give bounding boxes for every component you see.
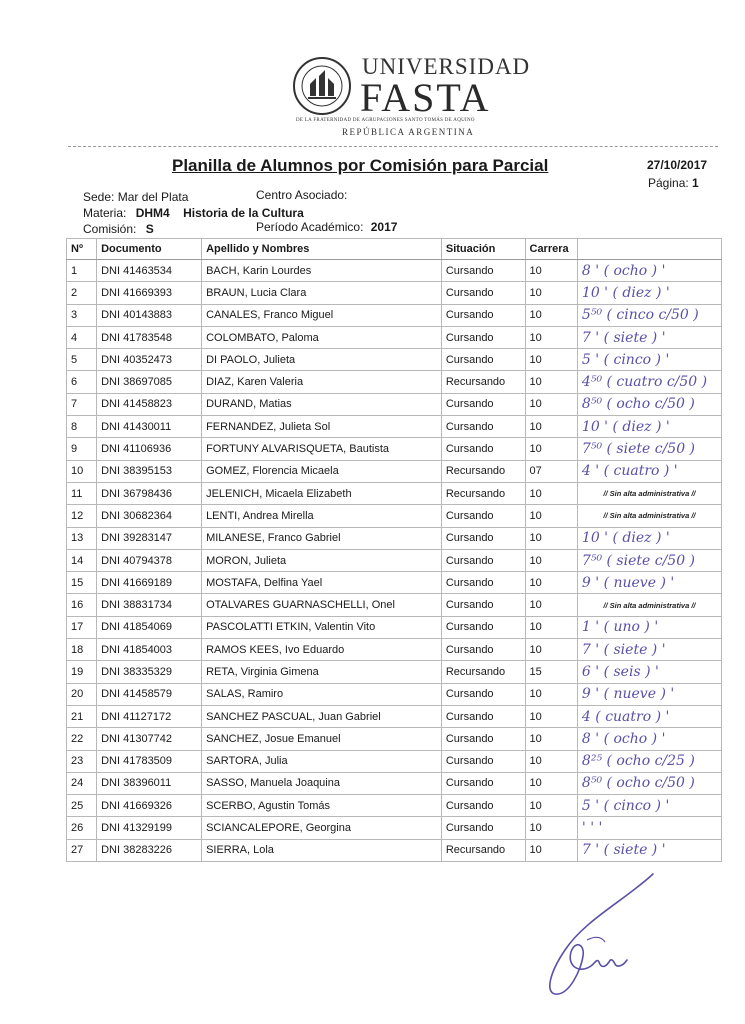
- row-nota: ' ' ': [577, 817, 721, 839]
- materia-name: Historia de la Cultura: [183, 206, 304, 220]
- row-carrera: 15: [525, 661, 577, 683]
- row-documento: DNI 30682364: [97, 505, 202, 527]
- row-carrera: 10: [525, 705, 577, 727]
- row-nota: 7 ' ( siete ) ': [577, 639, 721, 661]
- university-seal-icon: [292, 56, 352, 116]
- table-row: [67, 683, 722, 705]
- row-carrera: 10: [525, 416, 577, 438]
- row-situacion: Cursando: [441, 549, 525, 571]
- row-situacion: Cursando: [441, 683, 525, 705]
- sede-value: Mar del Plata: [117, 190, 189, 204]
- row-carrera: 10: [525, 772, 577, 794]
- row-nota: 9 ' ( nueve ) ': [577, 572, 721, 594]
- table-row: [67, 260, 722, 282]
- row-number: 21: [67, 705, 97, 727]
- row-situacion: Cursando: [441, 393, 525, 415]
- row-situacion: Cursando: [441, 505, 525, 527]
- row-carrera: 10: [525, 438, 577, 460]
- row-situacion: Recursando: [441, 460, 525, 482]
- header-divider: [68, 146, 718, 147]
- table-row: [67, 750, 722, 772]
- row-situacion: Cursando: [441, 282, 525, 304]
- table-row: [67, 349, 722, 371]
- row-documento: DNI 40794378: [97, 549, 202, 571]
- row-situacion: Cursando: [441, 527, 525, 549]
- table-row: [67, 705, 722, 727]
- row-apellido-nombres: SASSO, Manuela Joaquina: [202, 772, 442, 794]
- row-documento: DNI 41458823: [97, 393, 202, 415]
- row-apellido-nombres: DI PAOLO, Julieta: [202, 349, 442, 371]
- row-number: 10: [67, 460, 97, 482]
- row-number: 12: [67, 505, 97, 527]
- row-situacion: Cursando: [441, 616, 525, 638]
- centro-label: Centro Asociado:: [256, 188, 348, 202]
- row-nota: 1 ' ( uno ) ': [577, 616, 721, 638]
- table-row: [67, 594, 722, 616]
- row-apellido-nombres: MORON, Julieta: [202, 549, 442, 571]
- row-apellido-nombres: GOMEZ, Florencia Micaela: [202, 460, 442, 482]
- header-documento: Documento: [97, 239, 202, 260]
- row-carrera: 10: [525, 482, 577, 504]
- row-number: 9: [67, 438, 97, 460]
- row-situacion: Cursando: [441, 772, 525, 794]
- row-number: 24: [67, 772, 97, 794]
- header-apellido-nombres: Apellido y Nombres: [202, 239, 442, 260]
- table-row: [67, 460, 722, 482]
- row-situacion: Cursando: [441, 750, 525, 772]
- sede-field: [83, 190, 188, 204]
- row-situacion: Cursando: [441, 416, 525, 438]
- university-fraternidad: DE LA FRATERNIDAD DE AGRUPACIONES SANTO TOMÁS DE AQUINO: [296, 118, 475, 123]
- row-documento: DNI 41854003: [97, 639, 202, 661]
- row-carrera: 10: [525, 260, 577, 282]
- row-situacion: Cursando: [441, 594, 525, 616]
- row-apellido-nombres: SCERBO, Agustin Tomás: [202, 795, 442, 817]
- row-documento: DNI 38831734: [97, 594, 202, 616]
- table-row: [67, 772, 722, 794]
- row-carrera: 10: [525, 304, 577, 326]
- row-nota: 4 ( cuatro ) ': [577, 705, 721, 727]
- row-nota: 5 ' ( cinco ) ': [577, 349, 721, 371]
- row-number: 13: [67, 527, 97, 549]
- row-documento: DNI 41307742: [97, 728, 202, 750]
- row-apellido-nombres: RETA, Virginia Gimena: [202, 661, 442, 683]
- row-situacion: Cursando: [441, 260, 525, 282]
- row-apellido-nombres: SANCHEZ PASCUAL, Juan Gabriel: [202, 705, 442, 727]
- comision-label: Comisión:: [83, 222, 137, 236]
- row-situacion: Recursando: [441, 839, 525, 861]
- page-number-label: Página:: [648, 176, 689, 190]
- row-situacion: Recursando: [441, 661, 525, 683]
- row-carrera: 10: [525, 817, 577, 839]
- row-number: 25: [67, 795, 97, 817]
- table-row: [67, 549, 722, 571]
- row-apellido-nombres: JELENICH, Micaela Elizabeth: [202, 482, 442, 504]
- row-number: 8: [67, 416, 97, 438]
- comision-field: [83, 222, 154, 236]
- row-number: 3: [67, 304, 97, 326]
- header-situacion: Situación: [441, 239, 525, 260]
- row-nota: 7⁵⁰ ( siete c/50 ): [577, 549, 721, 571]
- periodo-value: 2017: [370, 220, 398, 234]
- row-nota: 10 ' ( diez ) ': [577, 282, 721, 304]
- row-carrera: 10: [525, 683, 577, 705]
- row-nota: 8 ' ( ocho ) ': [577, 728, 721, 750]
- row-carrera: 10: [525, 349, 577, 371]
- table-row: [67, 616, 722, 638]
- table-row: [67, 572, 722, 594]
- row-number: 7: [67, 393, 97, 415]
- row-carrera: 10: [525, 795, 577, 817]
- row-documento: DNI 38396011: [97, 772, 202, 794]
- row-carrera: 10: [525, 639, 577, 661]
- materia-field: [83, 206, 304, 220]
- row-nota: 8⁵⁰ ( ocho c/50 ): [577, 393, 721, 415]
- row-situacion: Cursando: [441, 728, 525, 750]
- row-apellido-nombres: BRAUN, Lucia Clara: [202, 282, 442, 304]
- table-row: [67, 416, 722, 438]
- row-carrera: 10: [525, 371, 577, 393]
- row-nota: 7 ' ( siete ) ': [577, 839, 721, 861]
- row-apellido-nombres: COLOMBATO, Paloma: [202, 326, 442, 348]
- row-documento: DNI 41127172: [97, 705, 202, 727]
- row-carrera: 10: [525, 572, 577, 594]
- row-apellido-nombres: SALAS, Ramiro: [202, 683, 442, 705]
- row-documento: DNI 38335329: [97, 661, 202, 683]
- table-row: [67, 282, 722, 304]
- row-carrera: 10: [525, 549, 577, 571]
- row-carrera: 10: [525, 594, 577, 616]
- table-row: [67, 661, 722, 683]
- row-apellido-nombres: PASCOLATTI ETKIN, Valentin Vito: [202, 616, 442, 638]
- row-nota: // Sin alta administrativa //: [577, 505, 721, 527]
- row-situacion: Recursando: [441, 482, 525, 504]
- row-carrera: 10: [525, 393, 577, 415]
- row-carrera: 10: [525, 616, 577, 638]
- row-apellido-nombres: OTALVARES GUARNASCHELLI, Onel: [202, 594, 442, 616]
- row-apellido-nombres: MOSTAFA, Delfina Yael: [202, 572, 442, 594]
- row-situacion: Cursando: [441, 326, 525, 348]
- sede-label: Sede:: [83, 190, 115, 204]
- row-nota: 10 ' ( diez ) ': [577, 416, 721, 438]
- row-apellido-nombres: DIAZ, Karen Valeria: [202, 371, 442, 393]
- row-documento: DNI 40143883: [97, 304, 202, 326]
- row-number: 26: [67, 817, 97, 839]
- row-nota: 6 ' ( seis ) ': [577, 661, 721, 683]
- row-number: 19: [67, 661, 97, 683]
- table-row: [67, 839, 722, 861]
- row-documento: DNI 41854069: [97, 616, 202, 638]
- handwritten-signature: [535, 870, 675, 1000]
- row-documento: DNI 41106936: [97, 438, 202, 460]
- row-nota: 5 ' ( cinco ) ': [577, 795, 721, 817]
- centro-field: [256, 188, 347, 202]
- row-situacion: Cursando: [441, 705, 525, 727]
- table-row: [67, 728, 722, 750]
- row-number: 1: [67, 260, 97, 282]
- table-body: [67, 260, 722, 862]
- row-apellido-nombres: SARTORA, Julia: [202, 750, 442, 772]
- row-number: 11: [67, 482, 97, 504]
- row-apellido-nombres: FERNANDEZ, Julieta Sol: [202, 416, 442, 438]
- table-row: [67, 438, 722, 460]
- table-row: [67, 795, 722, 817]
- university-name-line2: FASTA: [360, 75, 491, 120]
- table-row: [67, 639, 722, 661]
- row-nota: 4 ' ( cuatro ) ': [577, 460, 721, 482]
- row-nota: 9 ' ( nueve ) ': [577, 683, 721, 705]
- comision-value: S: [145, 222, 154, 236]
- row-number: 16: [67, 594, 97, 616]
- row-number: 4: [67, 326, 97, 348]
- university-name-line1: UNIVERSIDAD: [362, 54, 531, 79]
- row-situacion: Cursando: [441, 795, 525, 817]
- row-nota: 7 ' ( siete ) ': [577, 326, 721, 348]
- row-carrera: 10: [525, 839, 577, 861]
- row-documento: DNI 41669326: [97, 795, 202, 817]
- row-documento: DNI 41669189: [97, 572, 202, 594]
- row-nota: 4⁵⁰ ( cuatro c/50 ): [577, 371, 721, 393]
- row-nota: // Sin alta administrativa //: [577, 482, 721, 504]
- page-title: Planilla de Alumnos por Comisión para Parcial: [172, 156, 549, 175]
- row-carrera: 10: [525, 527, 577, 549]
- row-apellido-nombres: CANALES, Franco Miguel: [202, 304, 442, 326]
- row-situacion: Cursando: [441, 438, 525, 460]
- row-nota: 5⁵⁰ ( cinco c/50 ): [577, 304, 721, 326]
- row-situacion: Cursando: [441, 349, 525, 371]
- row-carrera: 10: [525, 750, 577, 772]
- row-situacion: Cursando: [441, 817, 525, 839]
- row-carrera: 10: [525, 505, 577, 527]
- row-documento: DNI 41783548: [97, 326, 202, 348]
- row-carrera: 07: [525, 460, 577, 482]
- table-row: [67, 527, 722, 549]
- row-documento: DNI 38395153: [97, 460, 202, 482]
- row-apellido-nombres: RAMOS KEES, Ivo Eduardo: [202, 639, 442, 661]
- row-documento: DNI 41329199: [97, 817, 202, 839]
- row-documento: DNI 40352473: [97, 349, 202, 371]
- table-row: [67, 393, 722, 415]
- row-situacion: Recursando: [441, 371, 525, 393]
- table-row: [67, 482, 722, 504]
- row-apellido-nombres: SIERRA, Lola: [202, 839, 442, 861]
- page-number-value: 1: [692, 176, 699, 190]
- row-nota: 7⁵⁰ ( siete c/50 ): [577, 438, 721, 460]
- row-number: 14: [67, 549, 97, 571]
- row-documento: DNI 41430011: [97, 416, 202, 438]
- row-documento: DNI 41669393: [97, 282, 202, 304]
- row-apellido-nombres: SCIANCALEPORE, Georgina: [202, 817, 442, 839]
- periodo-field: [256, 220, 397, 234]
- row-documento: DNI 38697085: [97, 371, 202, 393]
- document-date: 27/10/2017: [647, 158, 708, 172]
- row-apellido-nombres: BACH, Karin Lourdes: [202, 260, 442, 282]
- row-nota: 10 ' ( diez ) ': [577, 527, 721, 549]
- row-documento: DNI 41463534: [97, 260, 202, 282]
- row-documento: DNI 41458579: [97, 683, 202, 705]
- row-number: 20: [67, 683, 97, 705]
- page-number: [648, 176, 699, 190]
- header-numero: Nº: [67, 239, 97, 260]
- periodo-label: Período Académico:: [256, 220, 364, 234]
- row-documento: DNI 41783509: [97, 750, 202, 772]
- materia-code: DHM4: [135, 206, 170, 220]
- table-row: [67, 371, 722, 393]
- university-logo: [290, 52, 531, 138]
- row-number: 2: [67, 282, 97, 304]
- row-apellido-nombres: MILANESE, Franco Gabriel: [202, 527, 442, 549]
- row-apellido-nombres: SANCHEZ, Josue Emanuel: [202, 728, 442, 750]
- materia-label: Materia:: [83, 206, 127, 220]
- row-apellido-nombres: DURAND, Matias: [202, 393, 442, 415]
- row-apellido-nombres: LENTI, Andrea Mirella: [202, 505, 442, 527]
- row-number: 17: [67, 616, 97, 638]
- table-row: [67, 326, 722, 348]
- header-nota: [577, 239, 721, 260]
- row-documento: DNI 36798436: [97, 482, 202, 504]
- row-documento: DNI 39283147: [97, 527, 202, 549]
- row-situacion: Cursando: [441, 639, 525, 661]
- table-row: [67, 817, 722, 839]
- row-number: 15: [67, 572, 97, 594]
- table-header-row: [67, 239, 722, 260]
- row-number: 5: [67, 349, 97, 371]
- students-table: [66, 238, 722, 862]
- row-nota: 8²⁵ ( ocho c/25 ): [577, 750, 721, 772]
- header-carrera: Carrera: [525, 239, 577, 260]
- row-number: 27: [67, 839, 97, 861]
- row-nota: 8⁵⁰ ( ocho c/50 ): [577, 772, 721, 794]
- university-republica: REPÚBLICA ARGENTINA: [342, 127, 475, 137]
- row-number: 22: [67, 728, 97, 750]
- table-row: [67, 304, 722, 326]
- row-carrera: 10: [525, 326, 577, 348]
- row-apellido-nombres: FORTUNY ALVARISQUETA, Bautista: [202, 438, 442, 460]
- row-carrera: 10: [525, 282, 577, 304]
- row-number: 18: [67, 639, 97, 661]
- row-situacion: Cursando: [441, 304, 525, 326]
- row-documento: DNI 38283226: [97, 839, 202, 861]
- row-carrera: 10: [525, 728, 577, 750]
- row-nota: 8 ' ( ocho ) ': [577, 260, 721, 282]
- row-nota: // Sin alta administrativa //: [577, 594, 721, 616]
- table-row: [67, 505, 722, 527]
- row-number: 23: [67, 750, 97, 772]
- row-number: 6: [67, 371, 97, 393]
- row-situacion: Cursando: [441, 572, 525, 594]
